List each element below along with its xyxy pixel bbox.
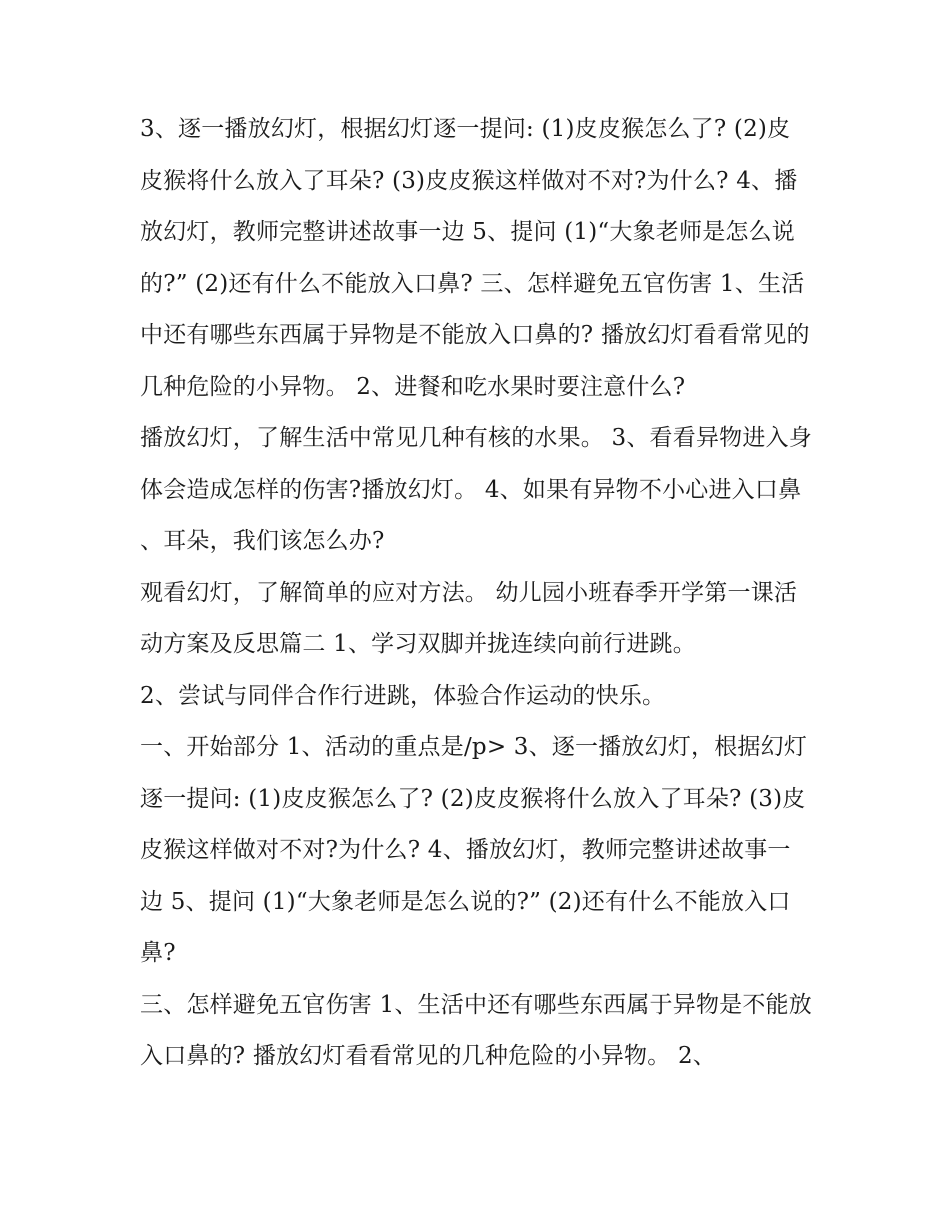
paragraph: 三、怎样避免五官伤害 1、生活中还有哪些东西属于异物是不能放入口鼻的? 播放幻灯看看常见的几种危险的小异物。 2、 bbox=[140, 991, 812, 1069]
paragraph: 3、逐一播放幻灯，根据幻灯逐一提问: (1)皮皮猴怎么了? (2)皮皮猴将什么放入了耳朵? (3)皮皮猴这样做对不对?为什么? 4、播放幻灯，教师完整讲述故事一边 5、提问 (1)“大象老师是怎么说的?” (2)还有什么不能放入口鼻? 三、怎样避免五官伤害 1、生活中还有哪些东西属于异物是不能放入口鼻的? 播放幻灯看看常见的几种危险的小异物。 2、进餐和吃水果时要注意什么? bbox=[140, 116, 810, 400]
paragraph: 2、尝试与同伴合作行进跳，体验合作运动的快乐。 bbox=[140, 682, 666, 709]
paragraph: 观看幻灯，了解简单的应对方法。 幼儿园小班春季开学第一课活动方案及反思篇二 1、学习双脚并拢连续向前行进跳。 bbox=[140, 579, 798, 657]
paragraph: 一、开始部分 1、活动的重点是/p> 3、逐一播放幻灯，根据幻灯逐一提问: (1)皮皮猴怎么了? (2)皮皮猴将什么放入了耳朵? (3)皮皮猴这样做对不对?为什么? 4、播放幻灯，教师完整讲述故事一边 5、提问 (1)“大象老师是怎么说的?” (2)还有什么不能放入口鼻? bbox=[140, 734, 808, 966]
paragraph: 播放幻灯，了解生活中常见几种有核的水果。 3、看看异物进入身体会造成怎样的伤害?播放幻灯。 4、如果有异物不小心进入口鼻、耳朵，我们该怎么办? bbox=[140, 425, 812, 554]
document-body bbox=[140, 104, 812, 1083]
